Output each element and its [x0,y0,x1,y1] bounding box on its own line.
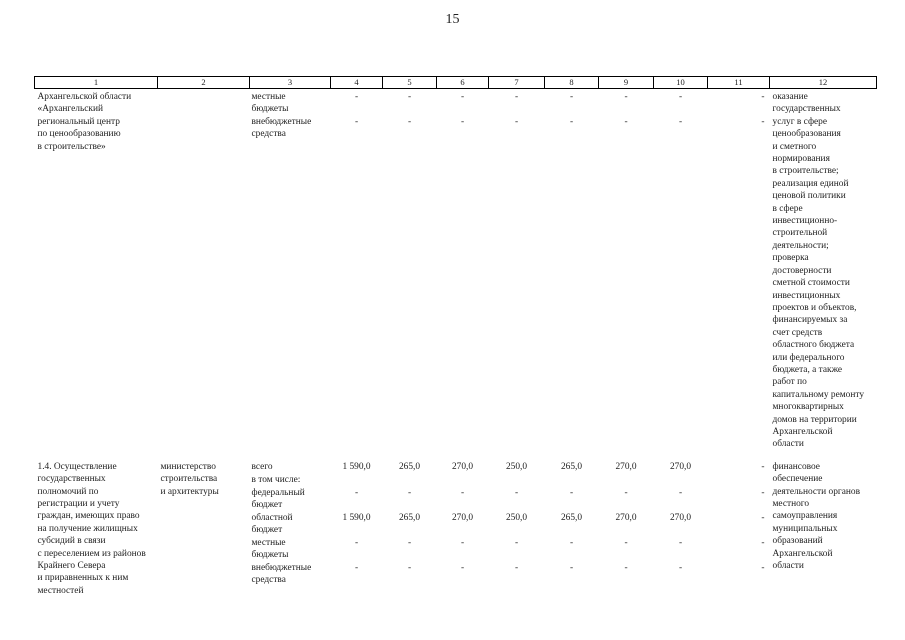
value: 250,0 [505,461,528,472]
column-header: 12 [770,77,877,89]
value-cell [331,89,383,451]
value-cell [489,89,545,451]
value-cell [708,89,770,451]
funding-sources [250,451,331,597]
value: - [678,92,683,102]
value-cell [599,89,654,451]
value: - [761,92,765,102]
value: - [761,117,765,127]
value: - [569,537,574,548]
column-header: 7 [489,77,545,89]
expected-results: финансовое обеспечение деятельности органов местного самоуправления муниципальных образований Архангельской области [772,461,861,572]
value: 270,0 [615,512,637,523]
value: - [354,117,359,127]
value: - [407,487,412,498]
value: - [761,512,765,523]
value: - [460,487,465,498]
value: - [761,487,765,498]
value: - [407,562,412,573]
column-number-row [35,77,877,89]
responsible-executor: министерство строительства и архитектуры [160,461,219,497]
value: - [569,117,574,127]
value: - [514,92,519,102]
column-header: 10 [654,77,708,89]
value: - [678,487,683,498]
funding-source-label: местные бюджеты [251,537,289,561]
funding-source-label: федеральный бюджет [251,487,305,511]
column-header: 2 [158,77,250,89]
value: - [514,562,519,573]
column-header: 9 [599,77,654,89]
value: 265,0 [398,461,421,472]
value: - [678,537,683,548]
expected-results: оказание государственных услуг в сфере ценообразования и сметного нормирования в строительстве; реализация единой ценовой политики в сфере инвестиционно- строительной деятельности; проверка достоверности сметной стоимости инвестиционных проектов и объектов, финансируемых за счет средств областного бюджета или федерального бюджета, а также работ по капитальному ремонту многоквартирных домов на территории Архангельской области [772,92,865,450]
funding-source-label: всего [251,461,273,472]
value: - [624,537,628,548]
value: - [354,537,359,548]
value-cell [383,451,437,597]
value: 265,0 [560,461,583,472]
value-cell [708,451,770,597]
value: 250,0 [505,512,528,523]
value-cell [545,451,599,597]
table-row [35,89,877,451]
value: 270,0 [615,461,637,472]
value-cell [331,451,383,597]
column-header: 3 [250,77,331,89]
value: - [460,92,465,102]
page-number: 15 [445,12,460,27]
value-cell [654,451,708,597]
column-header: 1 [35,77,158,89]
value: 265,0 [560,512,583,523]
funding-source-label: в том числе: [251,474,301,485]
value: 270,0 [451,461,474,472]
value-cell [599,451,654,597]
program-table [34,76,877,597]
value-cell [545,89,599,451]
value: - [624,487,628,498]
value: - [569,487,574,498]
value: - [407,117,412,127]
value: - [407,537,412,548]
column-header: 5 [383,77,437,89]
value: - [514,537,519,548]
value: - [624,117,628,127]
value: - [460,537,465,548]
value: 1 590,0 [342,461,371,472]
funding-source-label: местные бюджеты [251,92,289,115]
value: - [761,537,765,548]
value: - [354,487,359,498]
table-row [35,451,877,597]
column-header: 6 [437,77,489,89]
value-cell [383,89,437,451]
column-header: 4 [331,77,383,89]
value: 270,0 [669,461,692,472]
value-cell [489,451,545,597]
responsible-executor [158,89,250,451]
value: - [624,92,628,102]
column-header: 8 [545,77,599,89]
value-cell [437,451,489,597]
value: 265,0 [398,512,421,523]
value: - [569,562,574,573]
value: 270,0 [669,512,692,523]
value: - [678,117,683,127]
value: - [514,487,519,498]
value: - [354,92,359,102]
value: - [761,461,765,472]
activity-name: 1.4. Осуществление государственных полномочий по регистрации и учету граждан, имеющих право на получение жилищных субсидий в связи с переселением из районов Крайнего Севера и приравненных к ним местностей [37,461,146,596]
value: - [407,92,412,102]
activity-name: Архангельской области «Архангельский региональный центр по ценообразованию в строительстве» [37,92,132,152]
value: - [460,562,465,573]
value: - [761,562,765,573]
funding-source-label: внебюджетные средства [251,562,312,586]
value: - [569,92,574,102]
column-header: 11 [708,77,770,89]
value: 1 590,0 [342,512,371,523]
value: - [624,562,628,573]
value: 270,0 [451,512,474,523]
funding-source-label: внебюджетные средства [251,117,312,140]
value-cell [437,89,489,451]
value-cell [654,89,708,451]
funding-source-label: областной бюджет [251,512,293,536]
funding-sources [250,89,331,451]
value: - [678,562,683,573]
value: - [460,117,465,127]
value: - [354,562,359,573]
value: - [514,117,519,127]
